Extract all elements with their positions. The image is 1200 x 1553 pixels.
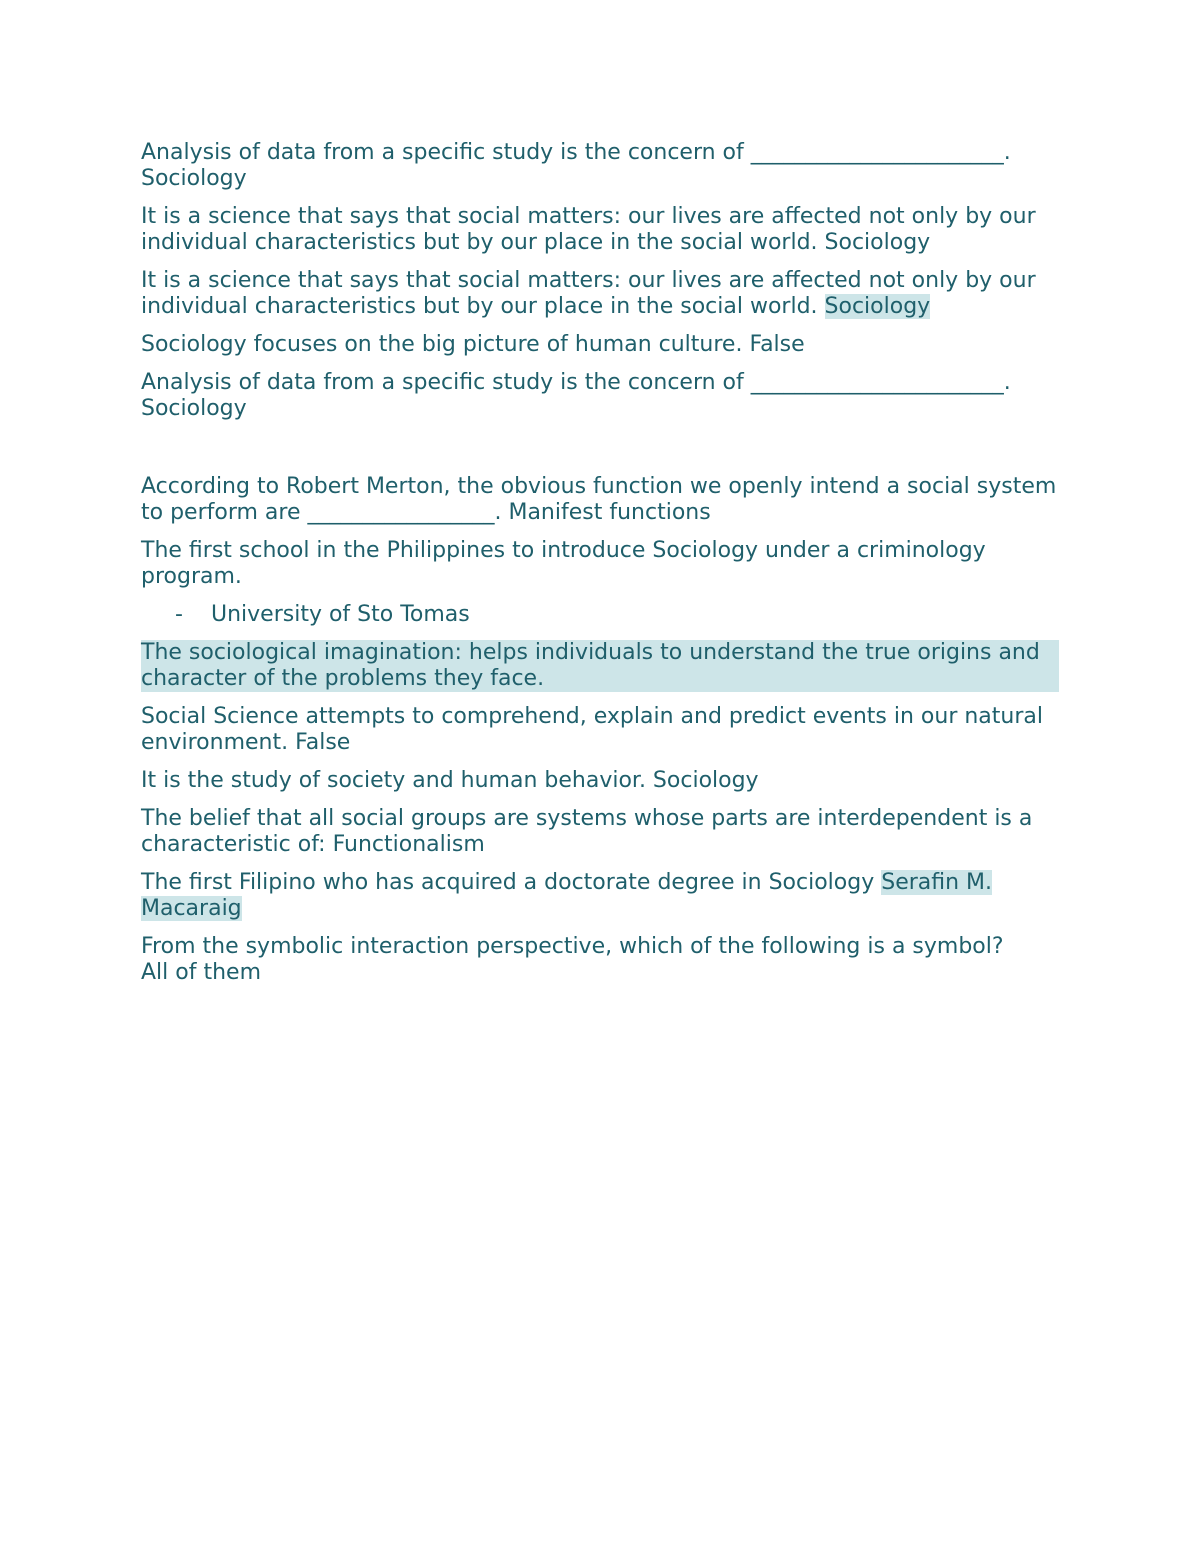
highlighted-sociological-imagination — [141, 640, 1059, 692]
question-text: It is a science that says that social matters: our lives are affected not only by our individual characteristics but by our place in the social world. Sociology — [141, 204, 1036, 255]
question-analysis-of-data-repeat — [141, 370, 1059, 422]
answer-text: All of them — [141, 960, 262, 985]
document-body — [141, 140, 1059, 998]
question-big-picture — [141, 332, 1059, 358]
question-text: The belief that all social groups are systems whose parts are interdependent is a characteristic of: Functionalism — [141, 806, 1033, 857]
question-functionalism — [141, 806, 1059, 858]
question-robert-merton — [141, 474, 1059, 526]
question-text: It is the study of society and human behavior. Sociology — [141, 768, 759, 793]
question-text: The first Filipino who has acquired a doctorate degree in Sociology — [141, 870, 882, 895]
question-text: Analysis of data from a specific study is the concern of _______________________. — [141, 370, 1011, 395]
question-analysis-of-data — [141, 140, 1059, 192]
question-science-social-matters-highlighted — [141, 268, 1059, 320]
question-text: Analysis of data from a specific study is the concern of _______________________. — [141, 140, 1011, 165]
question-science-social-matters — [141, 204, 1059, 256]
question-social-science — [141, 704, 1059, 756]
question-text: It is a science that says that social matters: our lives are affected not only by our individual characteristics but by our place in the social world. — [141, 268, 1036, 319]
question-text: Sociology focuses on the big picture of human culture. False — [141, 332, 805, 357]
question-first-filipino-doctorate — [141, 870, 1059, 922]
bullet-text: University of Sto Tomas — [211, 602, 470, 627]
answer-bullet-item — [141, 602, 1059, 628]
question-symbolic-interaction — [141, 934, 1059, 986]
question-study-of-society — [141, 768, 1059, 794]
question-text: Social Science attempts to comprehend, explain and predict events in our natural environment. False — [141, 704, 1043, 755]
highlighted-answer: Sociology — [824, 294, 931, 319]
question-text: From the symbolic interaction perspective, which of the following is a symbol? — [141, 934, 1004, 959]
bullet-marker: - — [175, 602, 183, 627]
highlighted-answer: Serafin M. Macaraig — [141, 870, 993, 921]
answer-text: Sociology — [141, 166, 247, 191]
answer-text: Sociology — [141, 396, 247, 421]
question-text: The sociological imagination: helps individuals to understand the true origins and character of the problems they face. — [141, 640, 1040, 691]
question-text: According to Robert Merton, the obvious function we openly intend a social system to perform are _________________. Manifest functions — [141, 474, 1057, 525]
question-first-school — [141, 538, 1059, 590]
question-text: The first school in the Philippines to introduce Sociology under a criminology program. — [141, 538, 986, 589]
